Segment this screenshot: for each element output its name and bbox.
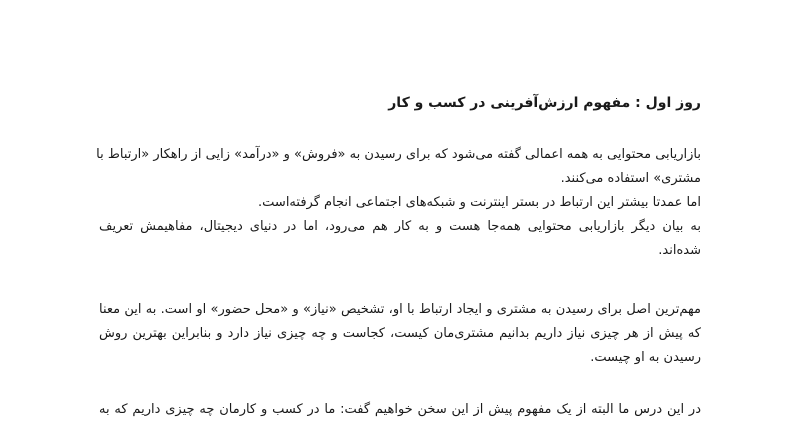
paragraph-lesson-note bbox=[99, 398, 701, 422]
paragraph-line: بازاریابی محتوایی به همه اعمالی گفته می‌شود که برای رسیدن به «فروش» و «درآمد» زایی از راهکار «ارتباط با bbox=[96, 147, 701, 162]
paragraph-line: مشتری» استفاده می‌کنند. bbox=[560, 171, 701, 186]
paragraph-line: مهم‌ترین اصل برای رسیدن به مشتری و ایجاد ارتباط با او، تشخیص «نیاز» و «محل حضور» او است. به این معنا bbox=[99, 302, 701, 317]
paragraph-intro bbox=[96, 143, 701, 263]
paragraph-line: شده‌اند. bbox=[658, 243, 701, 258]
paragraph-main-principle bbox=[99, 298, 701, 370]
paragraph-line: رسیدن به او چیست. bbox=[590, 350, 701, 365]
paragraph-line: اما عمدتا بیشتر این ارتباط در بستر اینترنت و شبکه‌های اجتماعی انجام گرفته‌است. bbox=[258, 195, 701, 210]
paragraph-line: به بیان دیگر بازاریابی محتوایی همه‌جا هست و به کار هم می‌رود، اما در دنیای دیجیتال، مفاهیمش تعریف bbox=[99, 219, 701, 234]
paragraph-line: در این درس ما البته از یک مفهوم پیش از این سخن خواهیم گفت: ما در کسب و کارمان چه چیزی داریم که به bbox=[99, 402, 701, 417]
paragraph-line: که پیش از هر چیزی نیاز داریم بدانیم مشتری‌مان کیست، کجاست و چه چیزی نیاز دارد و بنابراین بهترین روش bbox=[99, 326, 701, 341]
document-heading: روز اول : مفهوم ارزش‌آفرینی در کسب و کار bbox=[388, 95, 701, 111]
